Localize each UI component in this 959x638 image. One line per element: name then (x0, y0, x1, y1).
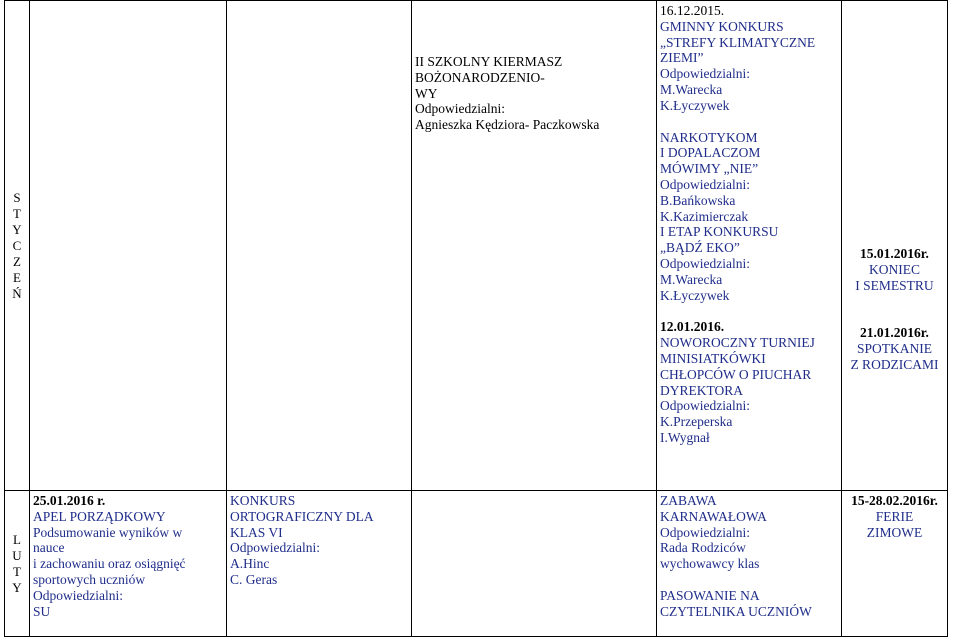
event-title: II SZKOLNY KIERMASZ (415, 54, 563, 69)
month-letter: Z (13, 253, 21, 269)
month-letter: T (13, 205, 21, 221)
event-title: MÓWIMY „NIE” (660, 161, 759, 177)
event-title: Z RODZICAMI (850, 356, 939, 372)
responsible-label: Odpowiedzialni: (33, 587, 123, 603)
cell-empty (412, 491, 657, 637)
month-letter: L (13, 531, 21, 547)
cell-semester (842, 1, 948, 491)
event-title: ZIEMI” (660, 50, 704, 66)
responsible-person: C. Geras (230, 571, 278, 587)
events-calendar-table (4, 0, 948, 637)
responsible-person: B.Bańkowska (660, 192, 736, 208)
event-title: NARKOTYKOM (660, 129, 758, 145)
cell-apel (30, 491, 227, 637)
event-title: ZIMOWE (866, 524, 923, 540)
month-letter: C (12, 237, 22, 253)
event-title: DYREKTORA (660, 382, 744, 398)
cell-empty (227, 1, 412, 491)
responsible-person: M.Warecka (660, 81, 723, 97)
event-title: SPOTKANIE (856, 341, 932, 357)
event-title: PASOWANIE NA (660, 587, 760, 603)
responsible-person: K.Łyczywek (660, 97, 730, 113)
cell-konkurs-ortograficzny (227, 491, 412, 637)
cell-events-february (657, 491, 842, 637)
event-date: 15.01.2016r. (860, 246, 929, 261)
responsible-label: Odpowiedzialni: (660, 255, 750, 271)
responsible-label: Odpowiedzialni: (230, 540, 320, 556)
event-title: I SEMESTRU (855, 277, 934, 293)
responsible-person: K.Przeperska (660, 414, 733, 430)
event-title: ZABAWA (660, 493, 717, 508)
responsible-person: K.Łyczywek (660, 287, 730, 303)
event-title: WY (415, 85, 438, 101)
responsible-label: Odpowiedzialni: (660, 176, 750, 192)
month-letter: Y (12, 579, 22, 595)
month-letter: T (13, 563, 21, 579)
event-title: I ETAP KONKURSU (660, 224, 779, 240)
responsible-person: Rada Rodziców (660, 540, 746, 556)
event-title: ORTOGRAFICZNY DLA (230, 508, 374, 524)
cell-ferie (842, 491, 948, 637)
month-letter: S (13, 189, 21, 205)
responsible-person: wychowawcy klas (660, 556, 760, 572)
cell-kiermasz (412, 1, 657, 491)
cell-empty (30, 1, 227, 491)
event-title: NOWOROCZNY TURNIEJ (660, 335, 815, 351)
event-description: Podsumowanie wyników w (33, 524, 183, 540)
month-letter: U (12, 547, 22, 563)
responsible-person: I.Wygnał (660, 429, 710, 445)
month-letter: Y (12, 221, 22, 237)
event-title: „BĄDŹ EKO” (660, 240, 740, 256)
cell-events-january (657, 1, 842, 491)
row-styczen (5, 1, 948, 491)
event-title: KONKURS (230, 493, 296, 508)
event-date: 21.01.2016r. (860, 325, 929, 341)
event-date: 12.01.2016. (660, 319, 725, 335)
event-title: I DOPALACZOM (660, 145, 761, 161)
event-title: BOŻONARODZENIO- (415, 69, 545, 85)
event-title: KLAS VI (230, 524, 283, 540)
event-title: GMINNY KONKURS (660, 18, 784, 34)
event-title: CHŁOPCÓW O PIUCHAR (660, 366, 812, 382)
responsible-person: K.Kazimierczak (660, 208, 749, 224)
responsible-label: Odpowiedzialni: (660, 524, 750, 540)
month-label-luty (5, 491, 30, 637)
event-description: nauce (33, 540, 65, 556)
responsible-person: M.Warecka (660, 271, 723, 287)
month-letter: E (13, 269, 21, 285)
event-title: MINISIATKÓWKI (660, 350, 766, 366)
responsible-person: Agnieszka Kędziora- Paczkowska (415, 117, 600, 133)
responsible-person: SU (33, 603, 51, 619)
event-description: i zachowaniu oraz osiągnięć (33, 556, 186, 572)
month-letter: Ń (12, 285, 22, 301)
event-date: 15-28.02.2016r. (851, 493, 938, 508)
event-title: APEL PORZĄDKOWY (33, 508, 166, 524)
month-label-styczen (5, 1, 30, 491)
event-title: „STREFY KLIMATYCZNE (660, 34, 816, 50)
event-description: sportowych uczniów (33, 571, 146, 587)
responsible-label: Odpowiedzialni: (660, 66, 750, 82)
event-date: 25.01.2016 r. (33, 493, 106, 508)
responsible-label: Odpowiedzialni: (415, 101, 505, 117)
responsible-label: Odpowiedzialni: (660, 398, 750, 414)
event-title: KARNAWAŁOWA (660, 508, 767, 524)
responsible-person: A.Hinc (230, 556, 270, 572)
event-title: FERIE (875, 508, 914, 524)
event-date: 16.12.2015. (660, 3, 725, 18)
row-luty (5, 491, 948, 637)
event-title: KONIEC (869, 261, 920, 277)
event-title: CZYTELNIKA UCZNIÓW (660, 603, 812, 619)
